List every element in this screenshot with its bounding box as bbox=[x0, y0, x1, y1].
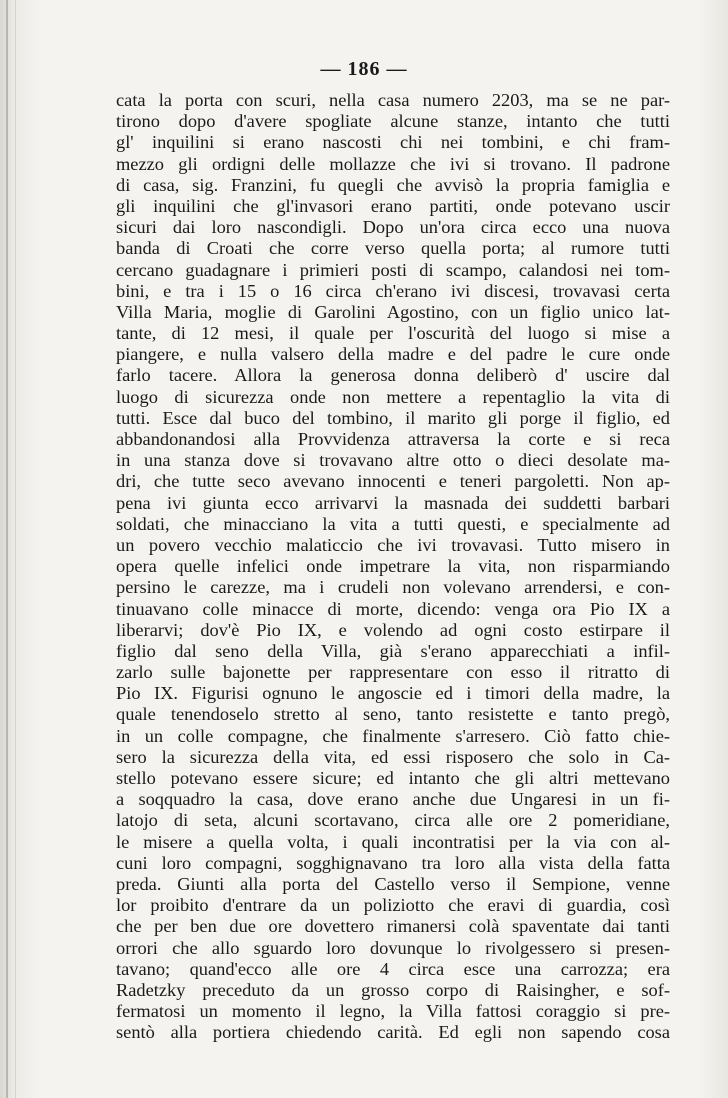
text-line: stello potevano essere sicure; ed intanto che gli altri mettevano bbox=[116, 768, 670, 788]
text-line: gli inquilini che gl'invasori erano partiti, onde potevano uscir bbox=[116, 195, 670, 216]
text-line: cuni loro compagni, sogghignavano tra loro alla vista della fatta bbox=[116, 852, 670, 873]
page-number: — 186 — bbox=[320, 58, 408, 80]
text-line: luogo di sicurezza onde non mettere a repentaglio la vita di bbox=[116, 386, 670, 407]
text-line: tavano; quand'ecco alle ore 4 circa esce una carrozza; era bbox=[116, 958, 670, 979]
text-line: che per ben due ore dovettero rimanersi colà spaventate dai tanti bbox=[116, 916, 670, 937]
text-line: farlo tacere. Allora la generosa donna deliberò d' uscire dal bbox=[116, 365, 670, 386]
text-line: banda di Croati che corre verso quella porta; al rumore tutti bbox=[116, 238, 670, 259]
page-gutter-edge bbox=[6, 0, 8, 1098]
text-line: sentò alla portiera chiedendo carità. Ed egli non sapendo cosa bbox=[116, 1022, 670, 1043]
text-line: lor proibito d'entrare da un poliziotto che eravi di guardia, così bbox=[116, 895, 670, 916]
text-line: tirono dopo d'avere spogliate alcune stanze, intanto che tutti bbox=[116, 111, 670, 132]
text-line: orrori che allo sguardo loro dovunque lo rivolgessero si presen- bbox=[116, 937, 670, 958]
text-line: quale tenendoselo stretto al seno, tanto resistette e tanto pregò, bbox=[116, 704, 670, 725]
text-line: preda. Giunti alla porta del Castello verso il Sempione, venne bbox=[116, 873, 670, 894]
text-line: un povero vecchio malaticcio che ivi trovavasi. Tutto misero in bbox=[116, 534, 670, 555]
text-line: le misere a quella volta, i quali incontratisi per la via con al- bbox=[116, 831, 670, 852]
text-line: sero la sicurezza della vita, ed essi risposero che solo in Ca- bbox=[116, 746, 670, 767]
text-line: cercano guadagnare i primieri posti di scampo, calandosi nei tom- bbox=[116, 259, 670, 280]
text-line: pena ivi giunta ecco arrivarvi la masnada dei suddetti barbari bbox=[116, 492, 670, 513]
text-line: zarlo sulle bajonette per rappresentare con esso il ritratto di bbox=[116, 662, 670, 683]
text-line: in un colle compagne, che finalmente s'arresero. Ciò fatto chie- bbox=[116, 725, 670, 746]
text-line: a soqquadro la casa, dove erano anche due Ungaresi in un fi- bbox=[116, 789, 670, 810]
text-line: fermatosi un momento il legno, la Villa fattosi coraggio si pre- bbox=[116, 1001, 670, 1022]
text-line: gl' inquilini si erano nascosti chi nei tombini, e chi fram- bbox=[116, 132, 670, 153]
text-line: persino le carezze, ma i crudeli non volevano arrendersi, e con- bbox=[116, 577, 670, 598]
text-line: Radetzky preceduto da un grosso corpo di Raisingher, e sof- bbox=[116, 979, 670, 1000]
text-line: cata la porta con scuri, nella casa numero 2203, ma se ne par- bbox=[116, 90, 670, 110]
text-line: di casa, sig. Franzini, fu quegli che avvisò la propria famiglia e bbox=[116, 174, 670, 195]
text-line: opera quelle infelici onde impetrare la vita, non risparmiando bbox=[116, 556, 670, 577]
text-line: piangere, e nulla valsero della madre e del padre le cure onde bbox=[116, 344, 670, 365]
text-line: tinuavano colle minacce di morte, dicendo: venga ora Pio IX a bbox=[116, 598, 670, 619]
text-line: tante, di 12 mesi, il quale per l'oscurità del luogo si mise a bbox=[116, 323, 670, 344]
body-text bbox=[116, 90, 670, 1043]
text-line: soldati, che minacciano la vita a tutti questi, e specialmente ad bbox=[116, 513, 670, 534]
text-line: bini, e tra i 15 o 16 circa ch'erano ivi discesi, trovavasi certa bbox=[116, 280, 670, 301]
text-line: sicuri dai loro nascondigli. Dopo un'ora circa ecco una nuova bbox=[116, 217, 670, 238]
text-line: liberarvi; dov'è Pio IX, e volendo ad ogni costo estirpare il bbox=[116, 619, 670, 640]
text-line: latojo di seta, alcuni scortavano, circa alle ore 2 pomeridiane, bbox=[116, 810, 670, 831]
text-line: in una stanza dove si trovavano altre otto o dieci desolate ma- bbox=[116, 450, 670, 471]
text-line: Villa Maria, moglie di Garolini Agostino, con un figlio unico lat- bbox=[116, 301, 670, 322]
text-line: dri, che tutte seco avevano innocenti e teneri pargoletti. Non ap- bbox=[116, 471, 670, 492]
page-gutter-shadow bbox=[15, 0, 16, 1098]
text-line: Pio IX. Figurisi ognuno le angoscie ed i timori della madre, la bbox=[116, 683, 670, 704]
text-line: mezzo gli ordigni delle mollazze che ivi si trovano. Il padrone bbox=[116, 153, 670, 174]
text-line: figlio dal seno della Villa, già s'erano apparecchiati a infil- bbox=[116, 640, 670, 661]
text-line: tutti. Esce dal buco del tombino, il marito gli porge il figlio, ed bbox=[116, 407, 670, 428]
text-line: abbandonandosi alla Provvidenza attraversa la corte e si reca bbox=[116, 429, 670, 449]
